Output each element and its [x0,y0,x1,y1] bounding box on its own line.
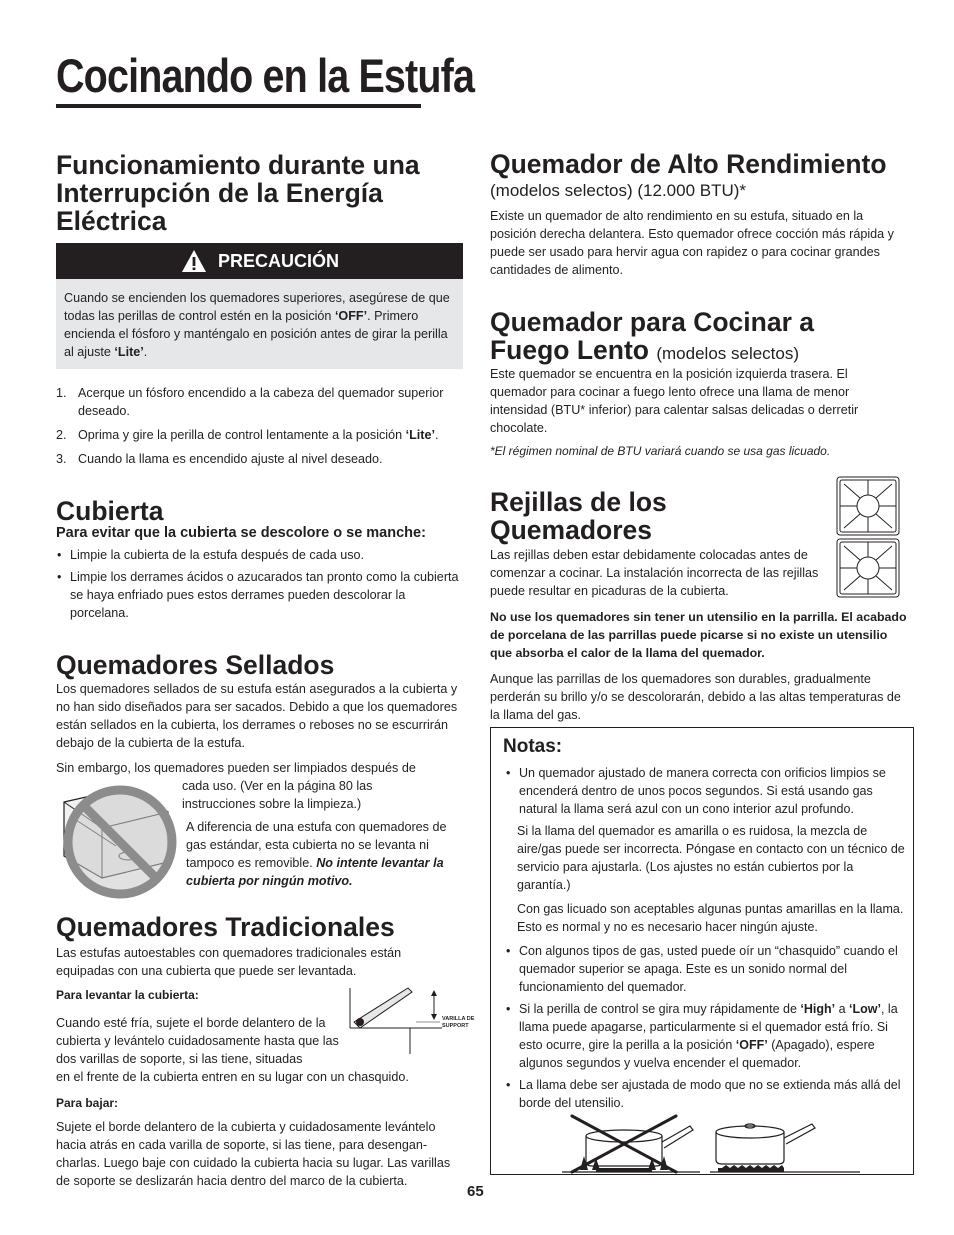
rejillas-paragraph-2: No use los quemadores sin tener un utensilio en la parrilla. El acabado de porcelana de las parrillas puede picarse si no existe un utensilio que absorba el calor de la llama del quemador. [490,610,907,660]
sellados-paragraph-2a: Sin embargo, los quemadores pueden ser limpiados después de [56,761,416,775]
sellados-heading: Quemadores Sellados [56,650,335,680]
lift-label: Para levantar la cubierta: [56,988,199,1002]
list-item: 3. Cuando la llama es encendido ajuste al nivel deseado. [56,452,383,466]
notes-box [490,727,914,1175]
list-item: • Un quemador ajustado de manera correcta con orificios limpios se encenderá dentro de unos pocos segundos. Si está usando gas natural la llama será azul con un cono interior azul profundo. [505,764,905,818]
cubierta-subheading: Para evitar que la cubierta se descolore o se manche: [56,525,426,541]
alto-text: Existe un quemador de alto rendimiento en su estufa, situado en la posición derecha delantera. Esto quemador ofrece cocción más rápida y puede ser usado para hervir agua con rapidez o para cocinar grandes cantidades de alimento. [490,209,894,277]
note-continued: Con gas licuado son aceptables algunas puntas amarillas en la llama. Esto es normal y no es necesario hacer ningún ajuste. [517,902,904,934]
list-item: 2. Oprima y gire la perilla de control lentamente a la posición ‘Lite’. [56,428,439,442]
lento-heading: Quemador para Cocinar a Fuego Lento (modelos selectos) [490,307,814,365]
cubierta-heading: Cubierta [56,496,164,526]
burner-grates-illustration [836,476,900,600]
support-rod-diagram [346,976,444,1054]
caution-label: PRECAUCIÓN [218,251,340,271]
rejillas-paragraph-3: Aunque las parrillas de los quemadores son durables, gradualmente perderán su brillo y/o se descolorarán, debido a las altas temperaturas de la llama del gas. [490,672,901,722]
tradicionales-paragraph: Las estufas autoestables con quemadores tradicionales están equipadas con una cubierta que puede ser levantada. [56,946,402,978]
sellados-paragraph-2b: cada uso. (Ver en la página 80 las instrucciones sobre la limpieza.) [182,779,373,811]
lift-text-continued: en el frente de la cubierta entren en su lugar con un chasquido. [56,1070,409,1084]
title-rule [56,104,421,108]
lento-footnote: *El régimen nominal de BTU variará cuando se usa gas licuado. [490,444,831,458]
list-item: • Limpie los derrames ácidos o azucarados tan pronto como la cubierta se haya enfriado pues estos derrames pueden descolorar la porcelana. [56,568,466,622]
notes-heading: Notas: [503,736,563,757]
caution-text: Cuando se encienden los quemadores superiores, asegúrese de que todas las perillas de control estén en la posición ‘OFF’. Primero encienda el fósforo y manténgalo en posición antes de girar la perilla al ajuste ‘Lite’. [64,291,450,359]
lower-text: Sujete el borde delantero de la cubierta y cuidadosamente levántelo hacia atrás en cada varilla de soporte, si las tiene, para desengan-charlas. Luego baje con cuidado la cubierta hacia su lugar. Las varillas de soporte se deslizarán hacia dentro del marco de la cubierta. [56,1120,451,1188]
warning-icon [181,249,207,273]
list-item: • Si la perilla de control se gira muy rápidamente de ‘High’ a ‘Low’, la llama puede apagarse, particularmente si el quemador está frío. Si esto ocurre, gire la perilla a la posición ‘OFF’ (Apagado), espere algunos segundos y vuelva encender el quemador. [505,1000,905,1072]
list-item: • La llama debe ser ajustada de modo que no se extienda más allá del borde del utensilio. [505,1076,905,1112]
rejillas-paragraph-1: Las rejillas deben estar debidamente colocadas antes de comenzar a cocinar. La instalación incorrecta de las rejillas puede resultar en picaduras de la cubierta. [490,548,819,598]
power-outage-heading: Funcionamiento durante una Interrupción de la Energía Eléctrica [56,150,420,236]
caution-box [56,279,463,369]
notes-list [505,764,905,1116]
sellados-paragraph-1: Los quemadores sellados de su estufa están asegurados a la cubierta y no han sido diseñados para ser sacados. Debido a que los quemadores están sellados en la cubierta, los derrames o reboses no se escurrirán debajo de la cubierta de la estufa. [56,682,458,750]
flame-pot-illustration [562,1112,862,1174]
list-item: • Con algunos tipos de gas, usted puede oír un “chasquido” cuando el quemador superior se apaga. Este es un sonido normal del funcionamiento del quemador. [505,942,905,996]
lift-text: Cuando esté fría, sujete el borde delantero de la cubierta y levántelo cuidadosamente hasta que las dos varillas de soporte, si las tiene, situadas [56,1016,339,1066]
cubierta-list [56,546,466,626]
page-number: 65 [467,1183,484,1200]
alto-subheading: (modelos selectos) (12.000 BTU)* [490,181,747,200]
list-item: • Limpie la cubierta de la estufa después de cada uso. [56,546,466,564]
sellados-paragraph-3: A diferencia de una estufa con quemadores de gas estándar, esta cubierta no se levanta ni tampoco es removible. No intente levantar la cubierta por ningún motivo. [186,820,447,888]
lento-text: Este quemador se encuentra en la posición izquierda trasera. El quemador para cocinar a fuego lento ofrece una llama de menor intensidad (BTU* inferior) para calentar salsas delicadas o derretir chocolate. [490,367,859,435]
steps-list [56,384,456,474]
lower-label: Para bajar: [56,1096,119,1110]
tradicionales-heading: Quemadores Tradicionales [56,912,395,942]
no-lift-cooktop-illustration [56,782,184,904]
diagram-label: VARILLA DE SUPPORT [442,1016,475,1029]
caution-header [56,243,463,279]
page-title: Cocinando en la Estufa [56,49,475,102]
note-continued: Si la llama del quemador es amarilla o es ruidosa, la mezcla de aire/gas puede ser incorrecta. Póngase en contacto con un técnico de servicio para ajustarla. (Los ajustes no están cubiertos por la garantía.) [517,824,905,892]
rejillas-heading: Rejillas de los Quemadores [490,487,667,545]
list-item: 1. Acerque un fósforo encendido a la cabeza del quemador superior deseado. [56,386,444,418]
alto-heading: Quemador de Alto Rendimiento [490,149,887,179]
